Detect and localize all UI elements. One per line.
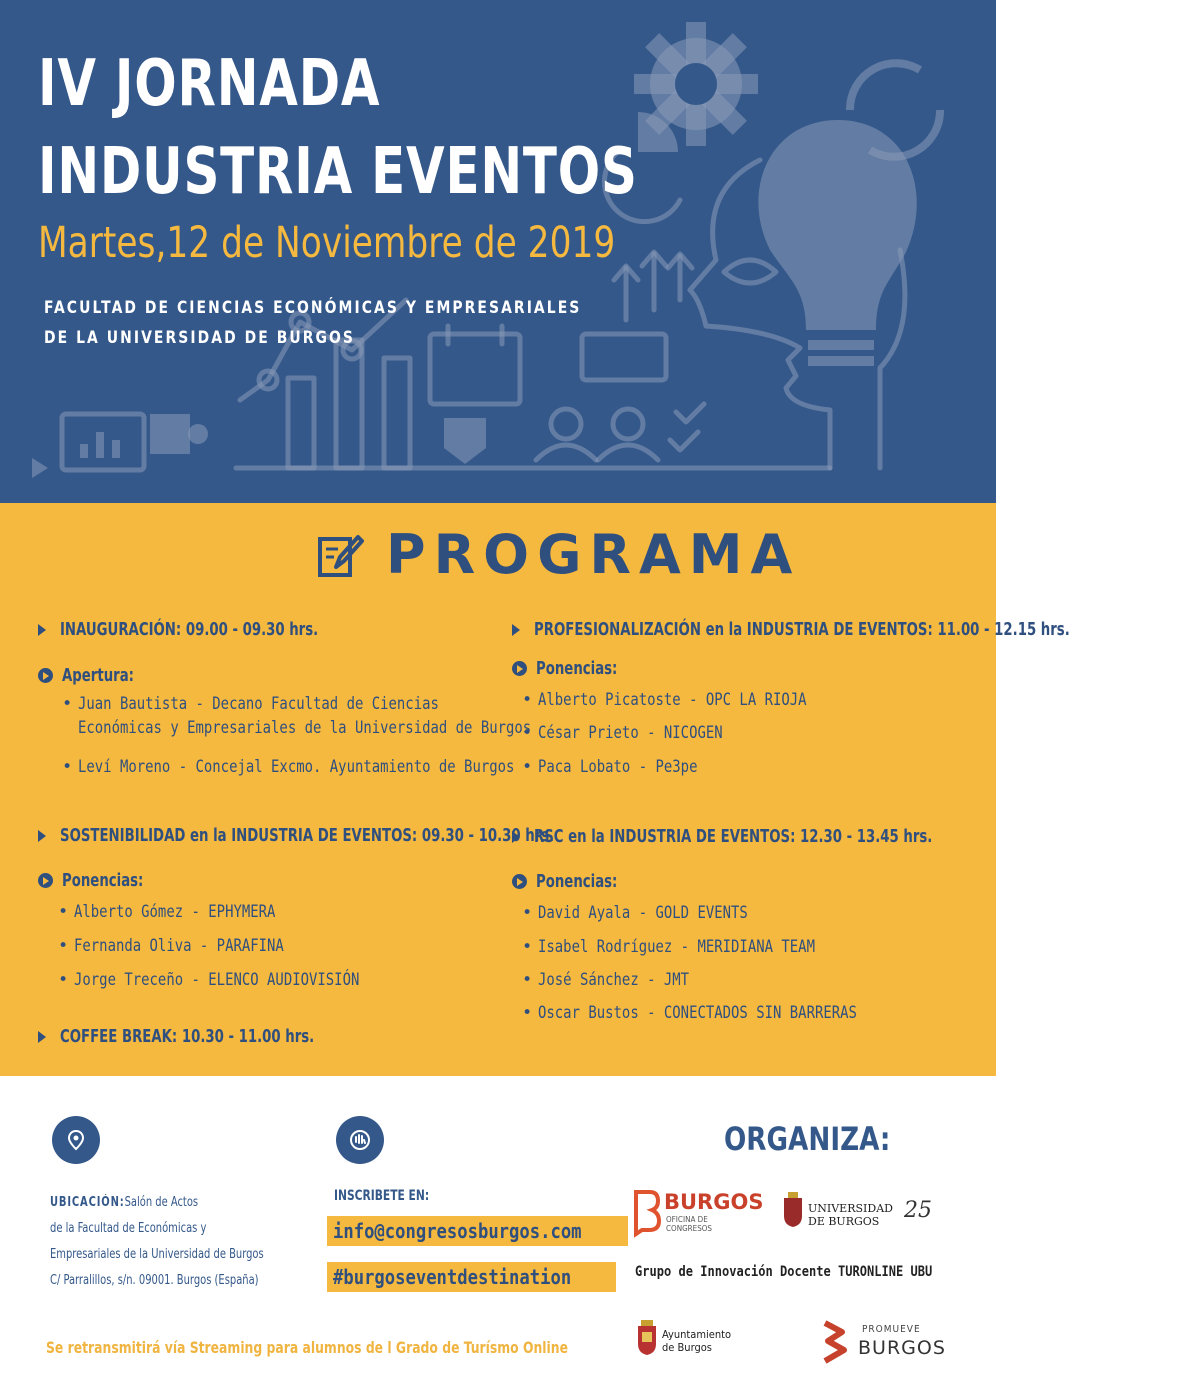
subsection-ponencias [38, 870, 161, 891]
streaming-note: Se retransmitirá vía Streaming para alumnos de l Grado de Turísmo Online [46, 1338, 569, 1357]
list-item: • José Sánchez - JMT [514, 968, 722, 992]
triangle-bullet-icon [512, 831, 520, 843]
list-item: • David Ayala - GOLD EVENTS [514, 901, 794, 925]
program-title: PROGRAMA [386, 523, 801, 586]
subsection-heading: Ponencias: [38, 870, 161, 891]
promueve-b-icon [822, 1320, 850, 1364]
organiza-heading: ORGANIZA: [724, 1120, 891, 1158]
circle-play-icon [512, 874, 527, 889]
subsection-heading: Apertura: [38, 665, 150, 686]
ayuntamiento-shield-icon [636, 1320, 658, 1356]
event-date: Martes,12 de Noviembre de 2019 [38, 218, 616, 268]
list-item: • Isabel Rodríguez - MERIDIANA TEAM [514, 935, 876, 959]
subsection-ponencias [512, 658, 635, 679]
list-item: • Juan Bautista - Decano Facultad de Ciencias Económicas y Empresariales de la Universidad de Burgos [54, 692, 631, 740]
list-item: • Alberto Picatoste - OPC LA RIOJA [514, 688, 866, 712]
register-hand-icon [336, 1116, 384, 1164]
section-heading: COFFEE BREAK: 10.30 - 11.00 hrs. [38, 1026, 370, 1047]
triangle-bullet-icon [38, 624, 46, 636]
edit-note-icon [316, 531, 364, 579]
circle-play-icon [512, 661, 527, 676]
section-heading: RSC en la INDUSTRIA DE EVENTOS: 12.30 - 13.45 hrs. [512, 826, 1020, 847]
list-item: • Fernanda Oliva - PARAFINA [50, 934, 330, 958]
list-item: • Alberto Gómez - EPHYMERA [50, 900, 320, 924]
ubu-shield-icon [782, 1192, 804, 1228]
section-coffee-break [38, 1026, 370, 1047]
event-title-line2: INDUSTRIA EVENTOS [38, 135, 638, 209]
program-section [0, 503, 1070, 1076]
triangle-bullet-icon [512, 624, 520, 636]
universidad-burgos-logo: UNIVERSIDAD DE BURGOS 25 [782, 1188, 942, 1232]
location-details: UBICACIÓN:Salón de Actos de la Facultad de Económicas y Empresariales de la Universidad de Burgos C/ Parralillos, s/n. 09001. Burgos (España) [50, 1195, 264, 1288]
register-email-link[interactable]: info@congresosburgos.com [327, 1216, 628, 1246]
header-banner [0, 0, 996, 503]
subsection-apertura [38, 665, 150, 686]
grupo-innovacion-text: Grupo de Innovación Docente TURONLINE UBU [635, 1264, 933, 1280]
section-inauguracion [38, 619, 375, 640]
burgos-b-icon [634, 1190, 660, 1234]
list-item: • Leví Moreno - Concejal Excmo. Ayuntamiento de Burgos [54, 755, 610, 779]
list-item: • Jorge Treceño - ELENCO AUDIOVISIÓN [50, 968, 422, 992]
section-heading: INAUGURACIÓN: 09.00 - 09.30 hrs. [38, 619, 375, 640]
subsection-heading: Ponencias: [512, 871, 635, 892]
subsection-ponencias [512, 871, 635, 892]
faculty-line1: FACULTAD DE CIENCIAS ECONÓMICAS Y EMPRESARIALES [44, 298, 582, 318]
section-heading: SOSTENIBILIDAD en la INDUSTRIA DE EVENTOS: 09.30 - 10.30 hrs. [38, 825, 663, 846]
faculty-line2: DE LA UNIVERSIDAD DE BURGOS [44, 328, 356, 348]
section-heading: PROFESIONALIZACIÓN en la INDUSTRIA DE EVENTOS: 11.00 - 12.15 hrs. [512, 619, 1187, 640]
event-title-line1: IV JORNADA [38, 47, 381, 121]
section-profesionalizacion [512, 619, 1187, 640]
hashtag-link[interactable]: #burgoseventdestination [327, 1262, 616, 1292]
program-heading [316, 525, 800, 585]
circle-play-icon [38, 873, 53, 888]
section-rsc [512, 826, 1020, 847]
ayuntamiento-burgos-logo: Ayuntamiento de Burgos [636, 1320, 756, 1360]
burgos-congresos-logo: BURGOS OFICINA DE CONGRESOS [634, 1188, 754, 1238]
triangle-bullet-icon [38, 1031, 46, 1043]
circle-play-icon [38, 668, 53, 683]
triangle-bullet-icon [38, 830, 46, 842]
location-pin-icon [52, 1116, 100, 1164]
list-item: • Oscar Bustos - CONECTADOS SIN BARRERAS [514, 1001, 927, 1025]
subsection-heading: Ponencias: [512, 658, 635, 679]
list-item: • César Prieto - NICOGEN [514, 721, 763, 745]
register-label: INSCRIBETE EN: [334, 1188, 430, 1204]
promueve-burgos-logo: PROMUEVE BURGOS [822, 1320, 942, 1364]
list-item: • Paca Lobato - Pe3pe [514, 755, 732, 779]
footer-section [0, 1076, 996, 1400]
